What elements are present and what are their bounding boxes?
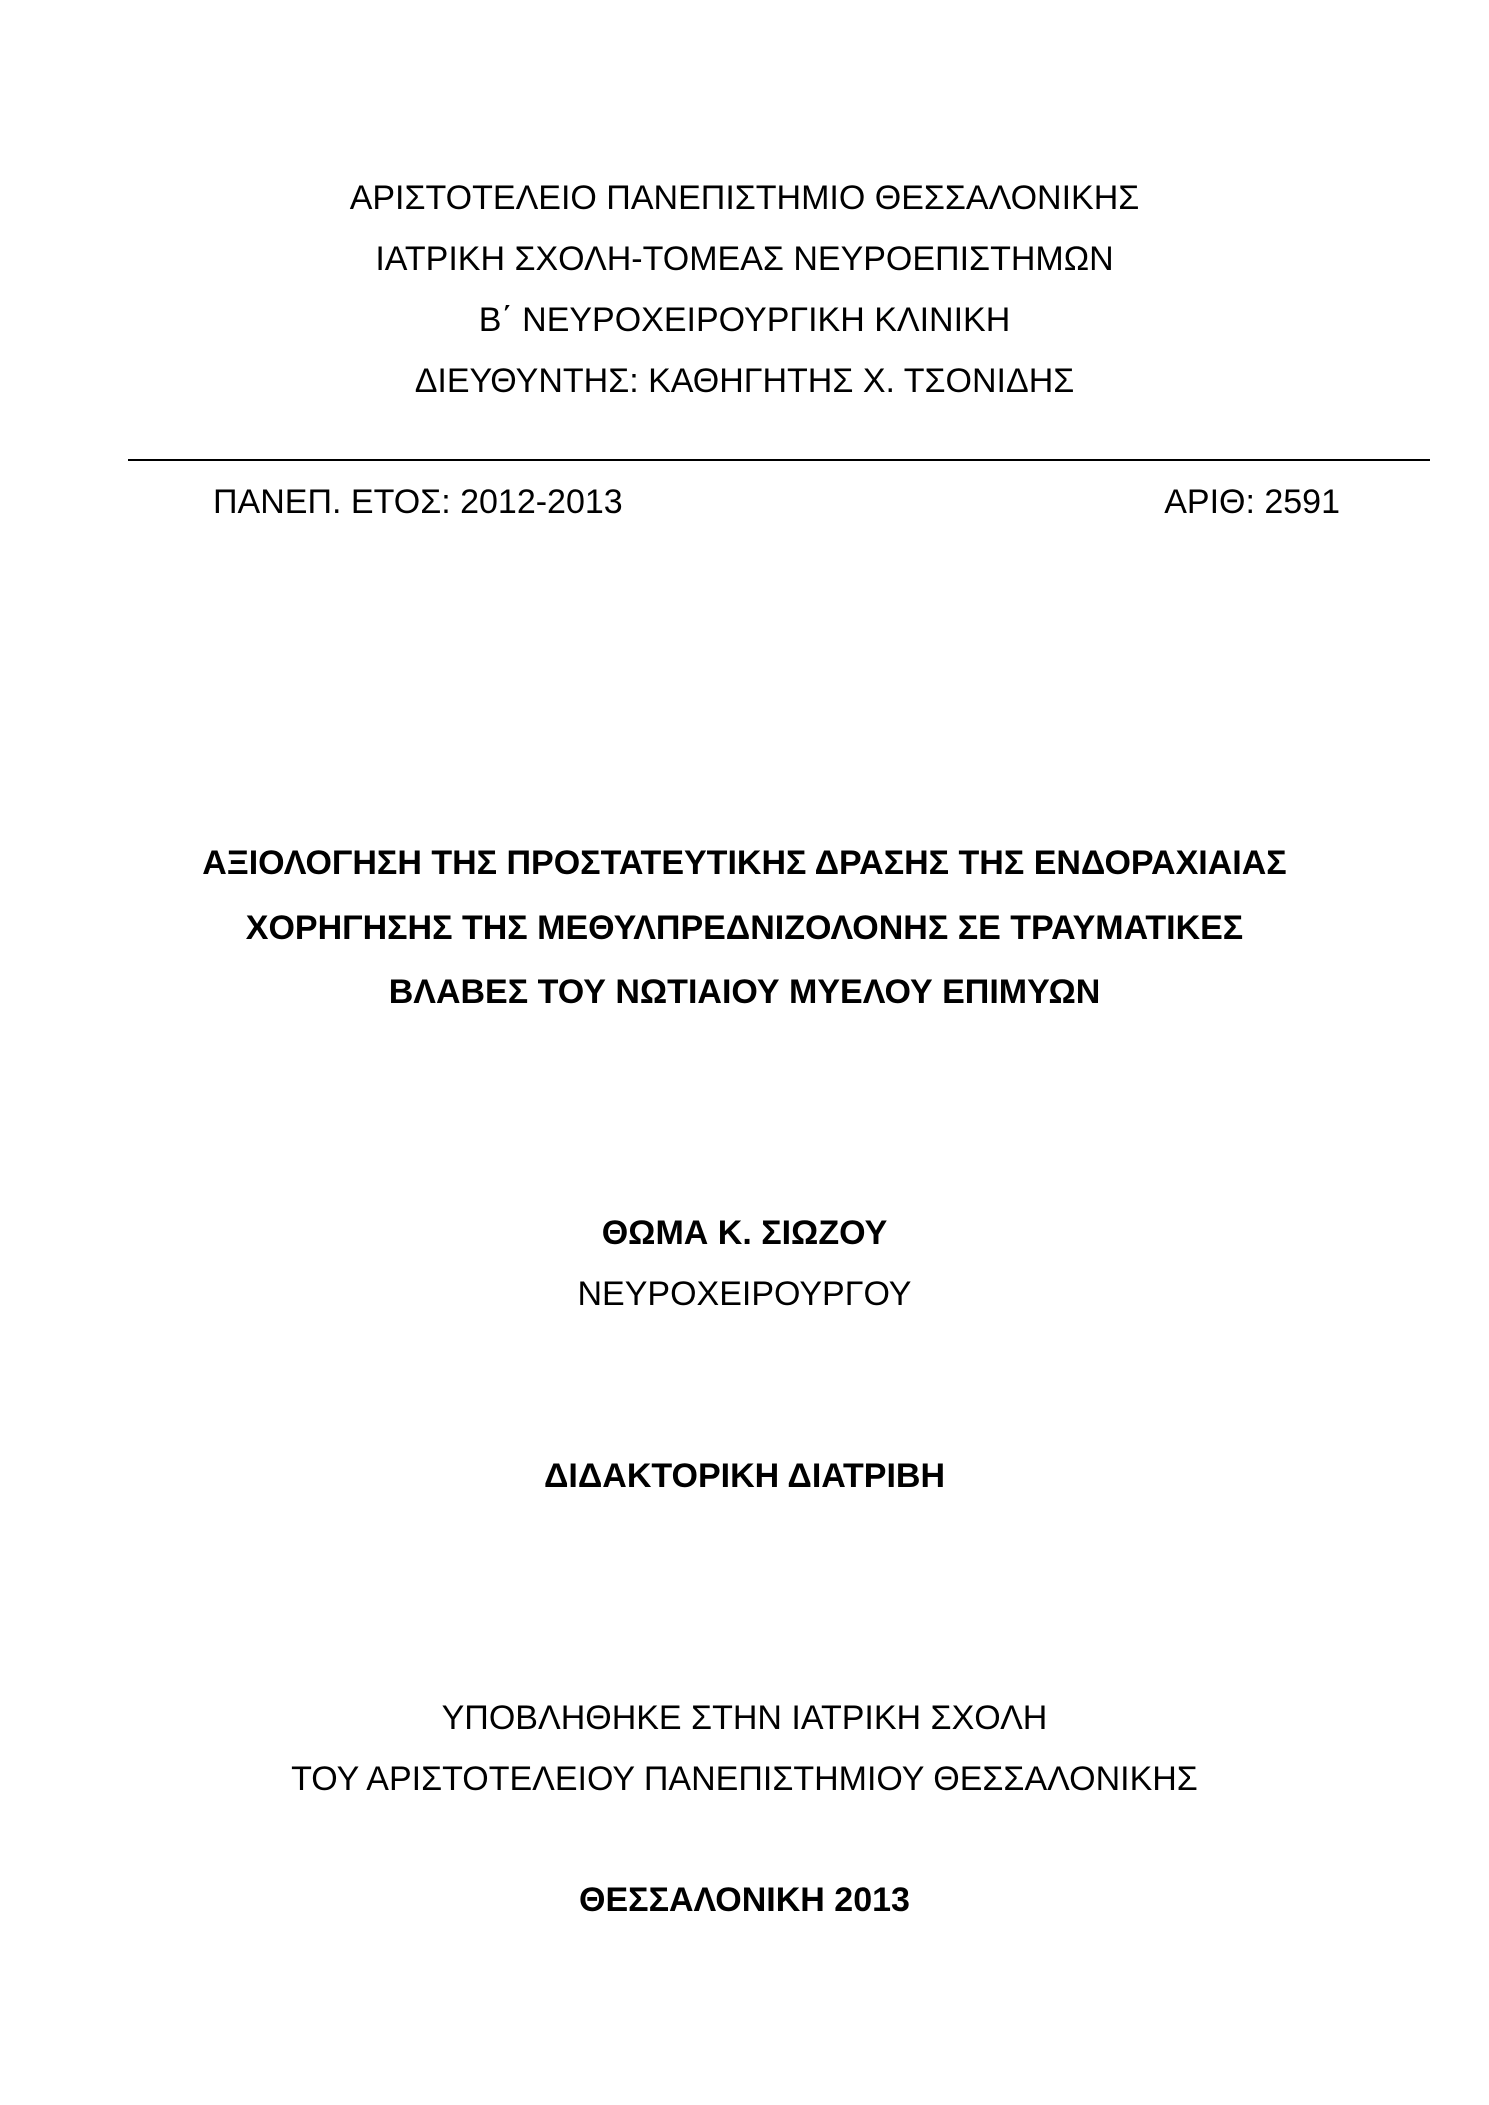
document-type: ΔΙΔΑΚΤΟΡΙΚΗ ΔΙΑΤΡΙΒΗ <box>543 1457 946 1495</box>
thesis-title-line-2: ΧΟΡΗΓΗΣΗΣ ΤΗΣ ΜΕΘΥΛΠΡΕΔΝΙΖΟΛΟΝΗΣ ΣΕ ΤΡΑΥΜΑΤΙΚΕΣ <box>245 909 1244 947</box>
academic-year: ΠΑΝΕΠ. ΕΤΟΣ: 2012-2013 <box>213 483 623 521</box>
school-name: ΙΑΤΡΙΚΗ ΣΧΟΛΗ-ΤΟΜΕΑΣ ΝΕΥΡΟΕΠΙΣΤΗΜΩΝ <box>375 240 1114 278</box>
thesis-title-line-3: ΒΛΑΒΕΣ ΤΟΥ ΝΩΤΙΑΙΟΥ ΜΥΕΛΟΥ ΕΠΙΜΥΩΝ <box>388 973 1101 1011</box>
place-year: ΘΕΣΣΑΛΟΝΙΚΗ 2013 <box>579 1881 910 1919</box>
submission-line-2: ΤΟΥ ΑΡΙΣΤΟΤΕΛΕΙΟΥ ΠΑΝΕΠΙΣΤΗΜΙΟΥ ΘΕΣΣΑΛΟΝΙΚΗΣ <box>291 1760 1198 1798</box>
clinic-name: Β΄ ΝΕΥΡΟΧΕΙΡΟΥΡΓΙΚΗ ΚΛΙΝΙΚΗ <box>478 301 1011 339</box>
submission-line-1: ΥΠΟΒΛΗΘΗΚΕ ΣΤΗΝ ΙΑΤΡΙΚΗ ΣΧΟΛΗ <box>441 1699 1048 1737</box>
header-divider <box>128 459 1430 461</box>
thesis-title-line-1: ΑΞΙΟΛΟΓΗΣΗ ΤΗΣ ΠΡΟΣΤΑΤΕΥΤΙΚΗΣ ΔΡΑΣΗΣ ΤΗΣ ΕΝΔΟΡΑΧΙΑΙΑΣ <box>202 844 1287 882</box>
author-name: ΘΩΜΑ Κ. ΣΙΩΖΟΥ <box>601 1214 888 1252</box>
university-name: ΑΡΙΣΤΟΤΕΛΕΙΟ ΠΑΝΕΠΙΣΤΗΜΙΟ ΘΕΣΣΑΛΟΝΙΚΗΣ <box>349 179 1140 217</box>
document-number: ΑΡΙΘ: 2591 <box>1164 483 1340 521</box>
director-line: ΔΙΕΥΘΥΝΤΗΣ: ΚΑΘΗΓΗΤΗΣ Χ. ΤΣΟΝΙΔΗΣ <box>414 362 1075 400</box>
author-role: ΝΕΥΡΟΧΕΙΡΟΥΡΓΟΥ <box>577 1275 912 1313</box>
